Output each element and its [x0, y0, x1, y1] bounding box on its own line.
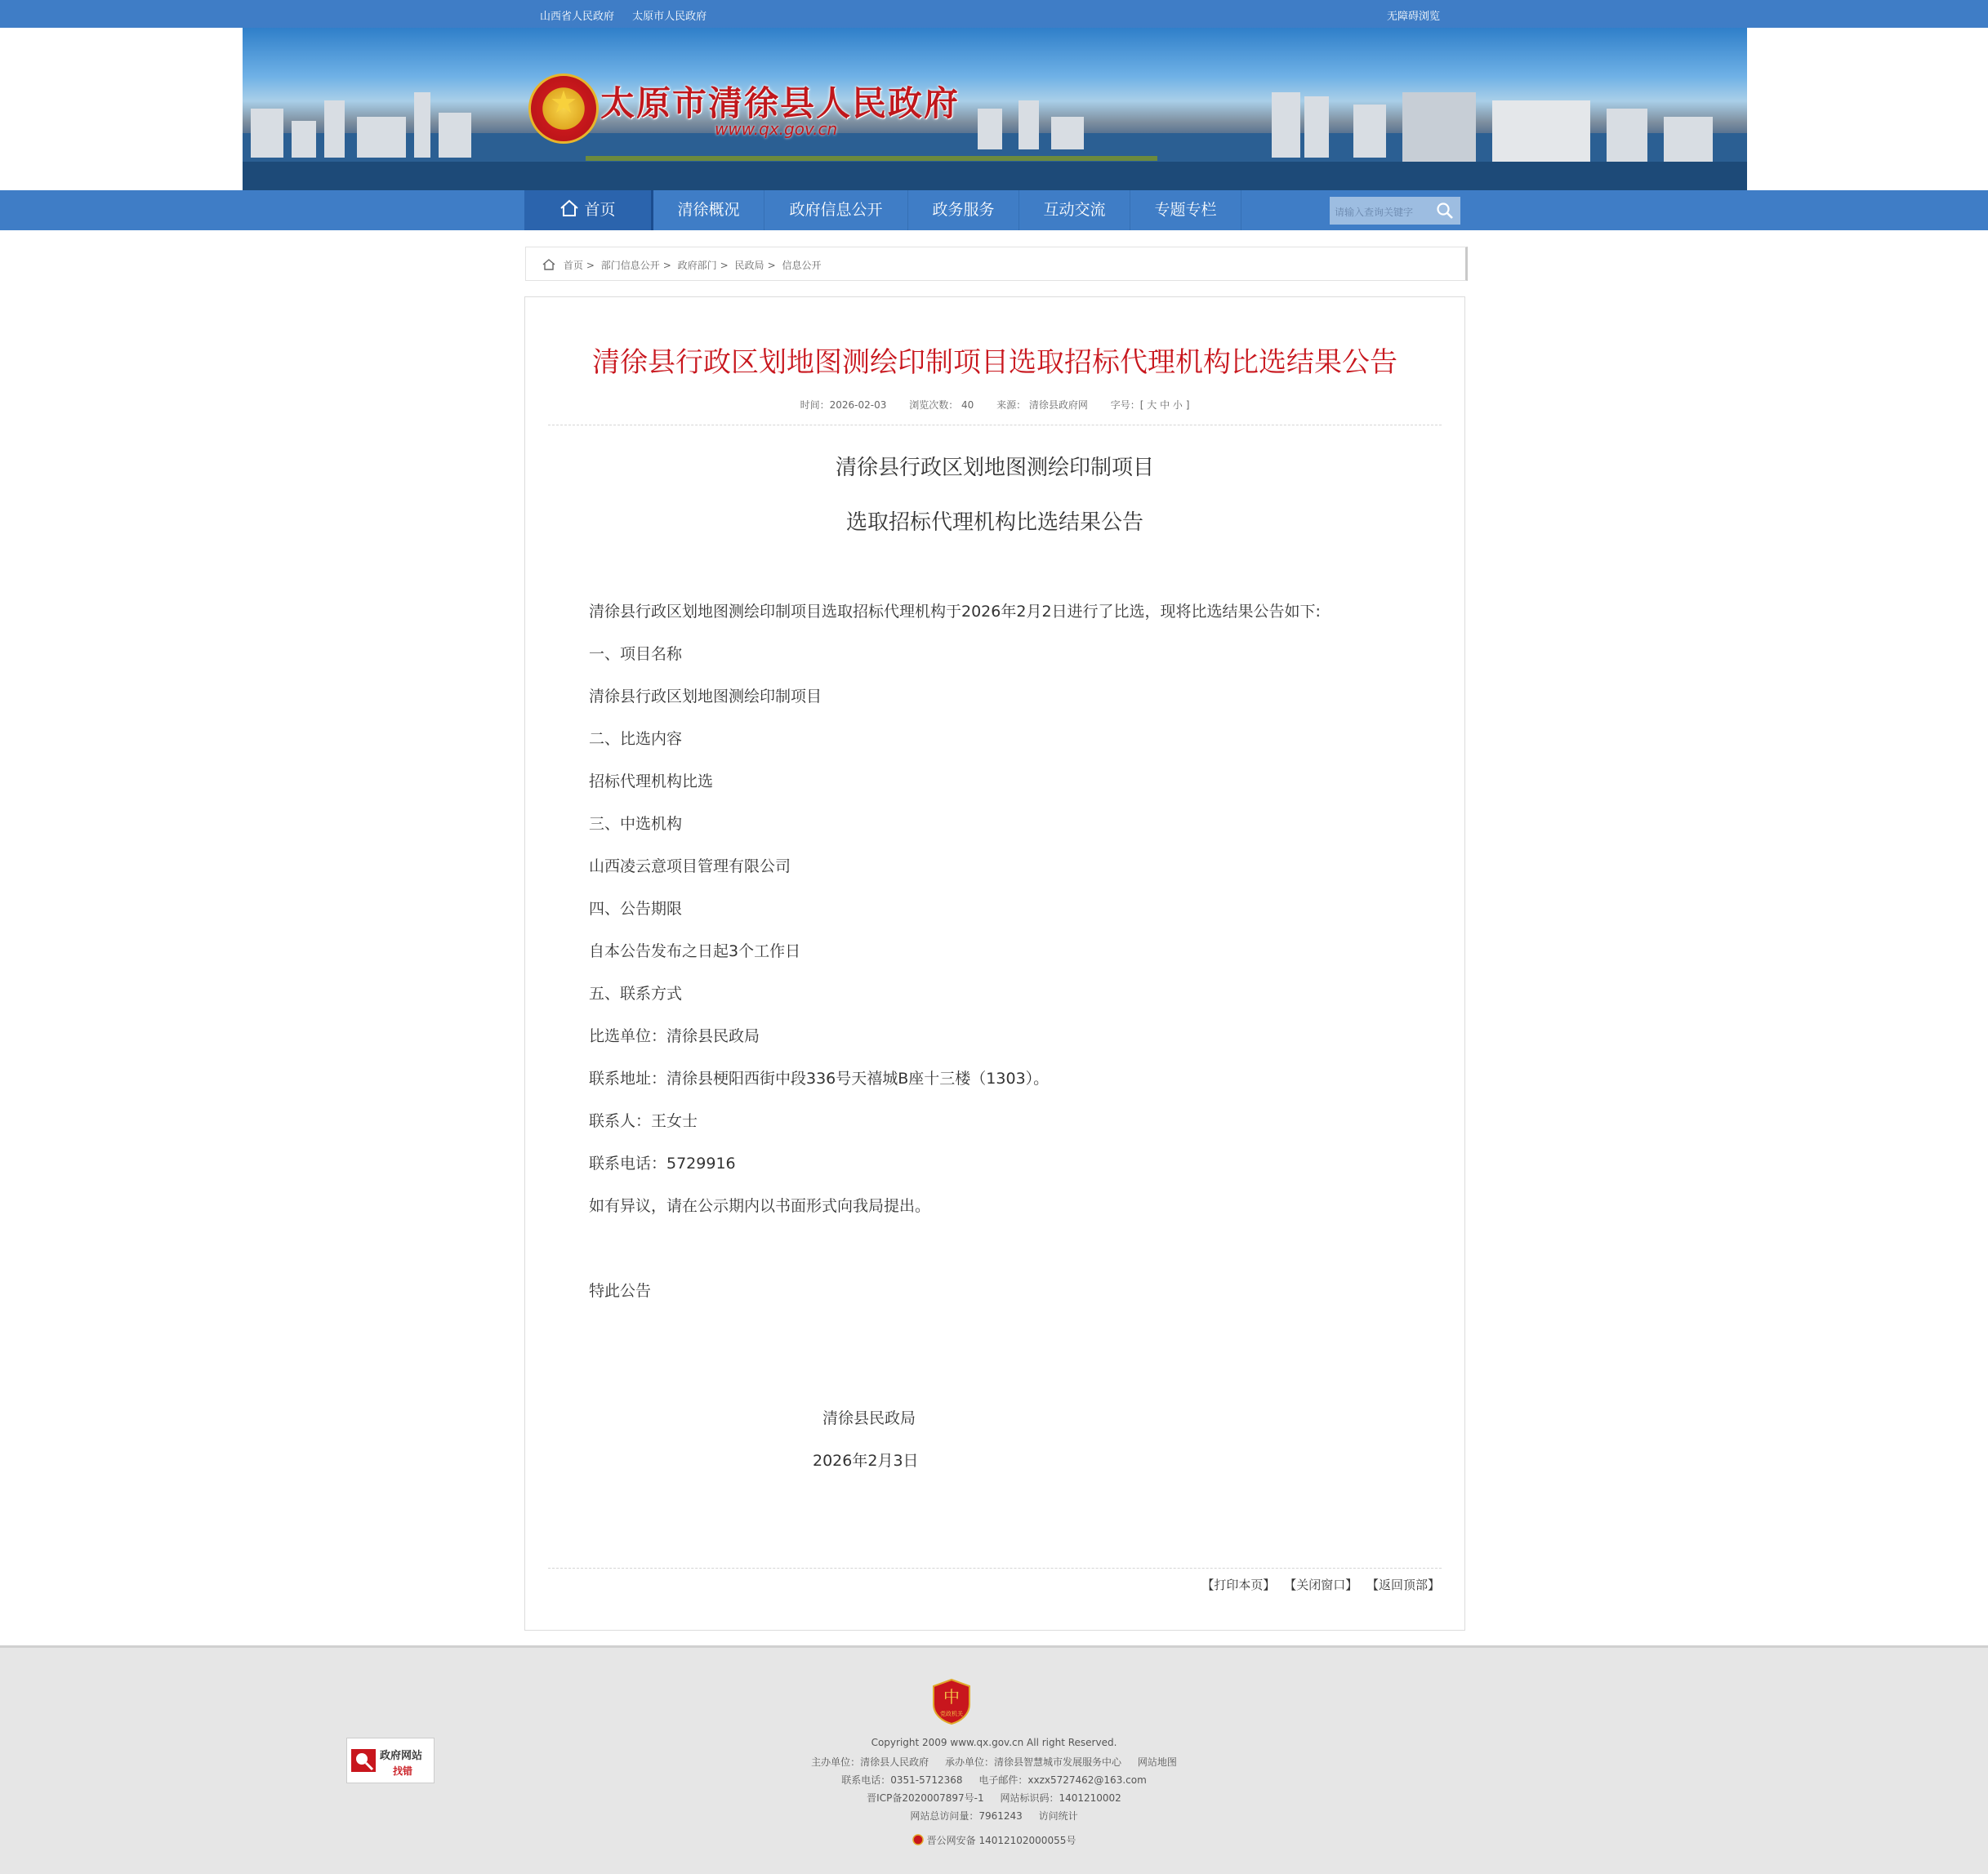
national-emblem-icon: ★ [528, 73, 599, 144]
divider [548, 1568, 1442, 1569]
svg-text:党政机关: 党政机关 [940, 1711, 963, 1717]
paragraph: 联系地址：清徐县梗阳西街中段336号天禧城B座十三楼（1303）。 [589, 1070, 1050, 1088]
police-badge-icon [912, 1834, 924, 1845]
breadcrumb-separator: > [586, 260, 595, 271]
paragraph: 如有异议，请在公示期内以书面形式向我局提出。 [589, 1197, 931, 1215]
signature-date: 2026年2月3日 [813, 1452, 919, 1470]
search-icon[interactable] [1436, 202, 1454, 220]
paragraph: 三、中选机构 [589, 815, 683, 833]
back-to-top-button[interactable]: 【返回顶部】 [1366, 1578, 1440, 1592]
icp-link[interactable]: 晋ICP备2020007897号-1 [867, 1792, 984, 1804]
link-taiyuan-gov[interactable]: 太原市人民政府 [632, 11, 707, 23]
article-headline: 清徐县行政区划地图测绘印制项目选取招标代理机构比选结果公告 [592, 346, 1397, 379]
footer-line-units [0, 1755, 1988, 1769]
meta-time: 时间：2026-02-03 [800, 399, 887, 411]
find-error-label-1: 政府网站 [380, 1750, 423, 1762]
footer-line-contact [0, 1773, 1988, 1787]
paragraph: 二、比选内容 [589, 730, 683, 748]
nav-item-gov-info[interactable]: 政府信息公开 [764, 190, 908, 230]
breadcrumb-item[interactable]: 信息公开 [782, 260, 822, 271]
nav-item-overview[interactable]: 清徐概况 [653, 190, 764, 230]
footer-line-visits [0, 1809, 1988, 1823]
nav-item-interaction[interactable]: 互动交流 [1019, 190, 1130, 230]
svg-text:中: 中 [943, 1687, 960, 1707]
nav-item-topics[interactable]: 专题专栏 [1130, 190, 1241, 230]
sitemap-link[interactable]: 网站地图 [1137, 1756, 1177, 1768]
find-error-label-2: 找错 [393, 1765, 413, 1777]
site-title: 太原市清徐县人民政府 [600, 83, 961, 123]
meta-views: 浏览次数： 40 [909, 399, 974, 411]
police-record-link[interactable]: 晋公网安备 14012102000055号 [926, 1835, 1076, 1846]
stats-link[interactable]: 访问统计 [1038, 1810, 1078, 1822]
site-id: 网站标识码：1401210002 [1000, 1792, 1121, 1804]
contact-email: 电子邮件：xxzx5727462@163.com [978, 1774, 1147, 1786]
meta-source: 来源： 清徐县政府网 [996, 399, 1088, 411]
breadcrumb-item[interactable]: 民政局 [734, 260, 764, 271]
breadcrumb-item[interactable]: 政府部门 [677, 260, 717, 271]
content-title-line1: 清徐县行政区划地图测绘印制项目 [835, 456, 1154, 480]
nav-item-services[interactable]: 政务服务 [908, 190, 1019, 230]
magnifier-icon [350, 1747, 378, 1774]
paragraph: 四、公告期限 [589, 900, 683, 918]
footer-line-police [0, 1833, 1988, 1847]
nav-home[interactable] [524, 190, 653, 230]
top-links [540, 7, 721, 23]
city-skyline-image [243, 92, 1747, 190]
signature: 清徐县民政局 [822, 1409, 916, 1427]
content-title-line2: 选取招标代理机构比选结果公告 [845, 510, 1143, 535]
breadcrumb-separator: > [767, 260, 776, 271]
visit-count: 网站总访问量：7961243 [910, 1810, 1023, 1822]
contact-phone: 联系电话：0351-5712368 [841, 1774, 963, 1786]
breadcrumb-item[interactable]: 首页 [563, 260, 583, 271]
organizer-text: 承办单位：清徐县智慧城市发展服务中心 [944, 1756, 1121, 1768]
search-input[interactable]: 请输入查询关键字 [1335, 207, 1414, 218]
paragraph: 联系人：王女士 [589, 1112, 698, 1130]
link-shanxi-gov[interactable]: 山西省人民政府 [540, 11, 615, 23]
paragraph: 联系电话：5729916 [589, 1155, 736, 1173]
footer [0, 1645, 1988, 1874]
article-meta [525, 398, 1464, 412]
top-bar [0, 0, 1988, 28]
sponsor-text: 主办单位：清徐县人民政府 [811, 1756, 929, 1768]
breadcrumb [525, 247, 1468, 281]
closing-text: 特此公告 [589, 1282, 652, 1300]
home-icon [559, 199, 579, 217]
copyright: Copyright 2009 www.qx.gov.cn All right Reserved. [871, 1737, 1117, 1748]
paragraph: 五、联系方式 [589, 985, 683, 1003]
paragraph: 比选单位：清徐县民政局 [589, 1027, 760, 1045]
breadcrumb-separator: > [662, 260, 671, 271]
party-gov-badge-icon[interactable] [931, 1678, 972, 1725]
nav-home-label: 首页 [584, 201, 616, 219]
accessibility-link[interactable]: 无障碍浏览 [1387, 11, 1441, 23]
footer-line-icp [0, 1791, 1988, 1805]
paragraph: 招标代理机构比选 [589, 772, 714, 790]
site-url: www.qx.gov.cn [715, 119, 838, 139]
breadcrumb-item[interactable]: 部门信息公开 [600, 260, 660, 271]
close-window-button[interactable]: 【关闭窗口】 [1284, 1578, 1358, 1592]
paragraph: 一、项目名称 [589, 645, 683, 663]
font-size-switcher[interactable]: 字号：[ 大 中 小 ] [1110, 399, 1190, 411]
print-button[interactable]: 【打印本页】 [1201, 1578, 1276, 1592]
paragraph: 自本公告发布之日起3个工作日 [589, 942, 801, 960]
article-actions [1197, 1576, 1440, 1593]
breadcrumb-separator: > [720, 260, 729, 271]
find-error-button[interactable] [346, 1738, 435, 1783]
main-navigation [0, 190, 1988, 230]
article-card [524, 296, 1465, 1631]
header-banner [243, 28, 1747, 190]
search-box[interactable] [1330, 197, 1460, 225]
home-icon [542, 259, 555, 270]
paragraph: 清徐县行政区划地图测绘印制项目选取招标代理机构于2026年2月2日进行了比选，现将比选结果公告如下: [589, 603, 1321, 621]
paragraph: 清徐县行政区划地图测绘印制项目 [589, 688, 822, 706]
paragraph: 山西凌云意项目管理有限公司 [589, 857, 791, 875]
